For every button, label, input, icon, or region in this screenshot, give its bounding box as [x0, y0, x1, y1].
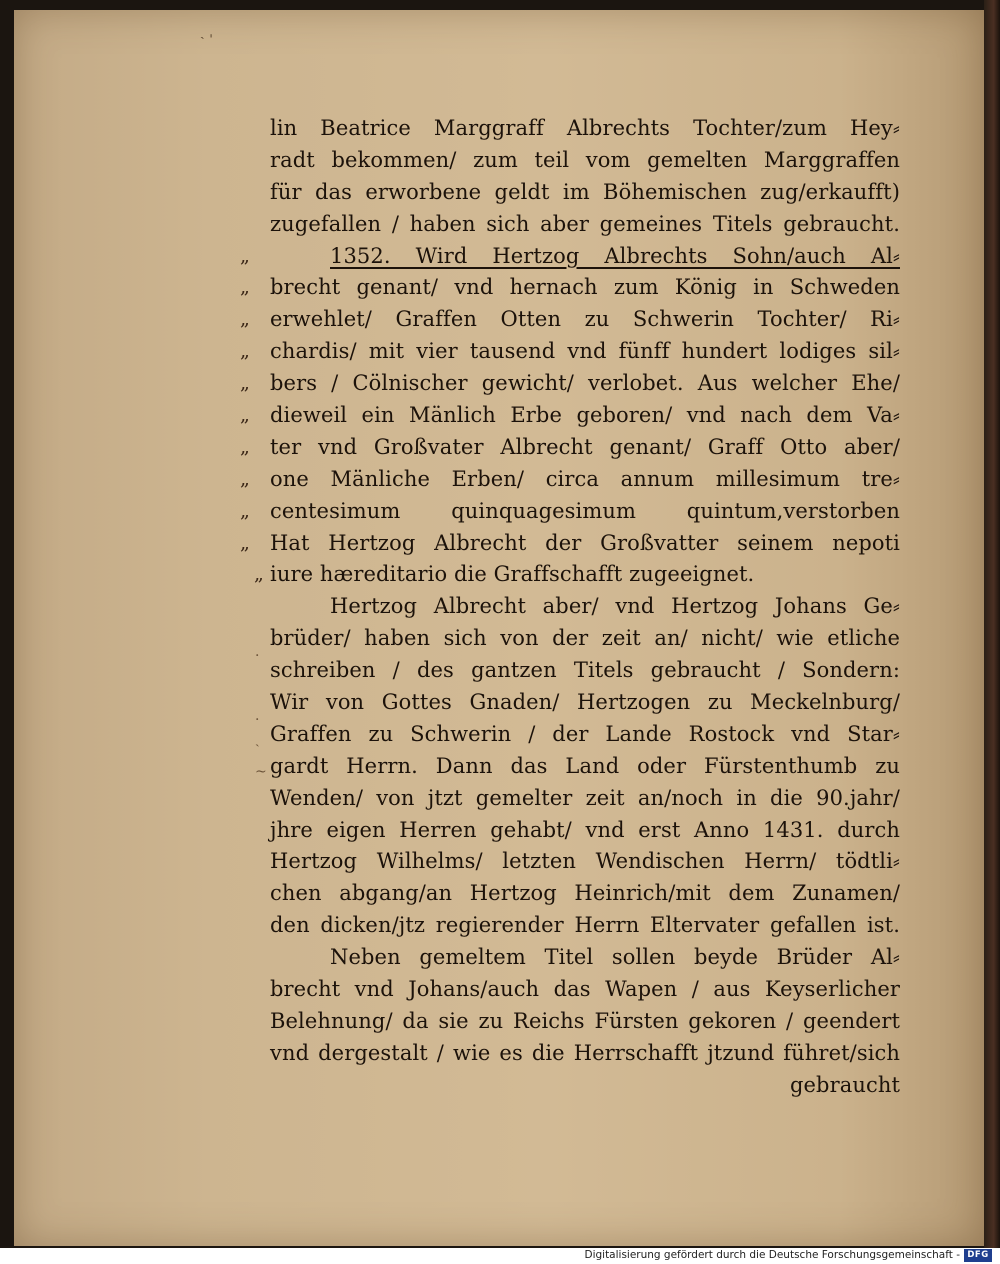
text-line: vnd dergestalt / wie es die Herrschafft jtzund führet/sich: [270, 1040, 900, 1065]
text-line: zugefallen / haben sich aber gemeines Titels gebraucht.: [270, 211, 900, 236]
quote-mark: „: [240, 308, 250, 331]
text-line: Graffen zu Schwerin / der Lande Rostock vnd Star⸗: [270, 721, 900, 746]
text-line: gardt Herrn. Dann das Land oder Fürstenthumb zu: [270, 753, 900, 778]
text-line: schreiben / des gantzen Titels gebraucht / Sondern:: [270, 658, 900, 683]
text-line: „ one Mänliche Erben/ circa annum millesimum tre⸗: [270, 464, 900, 496]
page-edge: [984, 0, 1000, 1248]
text-line: den dicken/jtz regierender Herrn Eltervater gefallen ist.: [270, 913, 900, 938]
catchword: gebraucht: [789, 1072, 900, 1097]
text-line: brüder/ haben sich von der zeit an/ nicht/ wie etliche: [270, 626, 900, 651]
quote-mark: „: [240, 340, 250, 363]
quote-mark: „: [254, 563, 264, 586]
text-line: chen abgang/an Hertzog Heinrich/mit dem Zunamen/: [270, 881, 900, 906]
text-block: [240, 113, 900, 1102]
text-line: „ iure hæreditario die Graffschafft zugeeignet.: [270, 559, 900, 591]
text-line: „ bers / Cölnischer gewicht/ verlobet. Aus welcher Ehe/: [270, 368, 900, 400]
text-line: „ erwehlet/ Graffen Otten zu Schwerin Tochter/ Ri⸗: [270, 304, 900, 336]
quote-mark: „: [240, 467, 250, 490]
text-line: radt bekommen/ zum teil vom gemelten Marggraffen: [270, 147, 900, 172]
text-line: lin Beatrice Marggraff Albrechts Tochter/zum Hey⸗: [270, 116, 900, 140]
text-line: „ brecht genant/ vnd hernach zum König in Schweden: [270, 272, 900, 304]
margin-speck: ˴: [255, 736, 260, 752]
quote-mark: „: [240, 435, 250, 458]
text-line: brecht vnd Johans/auch das Wapen / aus Keyserlicher: [270, 977, 900, 1002]
text-line: Hertzog Albrecht aber/ vnd Hertzog Johans Ge⸗: [330, 594, 900, 619]
text-line: Wenden/ von jtzt gemelter zeit an/noch in die 90.jahr/: [270, 785, 900, 810]
text-line: „ 1352. Wird Hertzog Albrechts Sohn/auch Al⸗: [270, 241, 900, 273]
text-line: Wir von Gottes Gnaden/ Hertzogen zu Meckelnburg/: [270, 690, 900, 715]
quote-mark: „: [240, 372, 250, 395]
text-line: Belehnung/ da sie zu Reichs Fürsten gekoren / geendert: [270, 1008, 900, 1033]
margin-speck: ~: [255, 764, 267, 780]
text-line: „ Hat Hertzog Albrecht der Großvatter seinem nepoti: [270, 528, 900, 560]
quote-mark: „: [240, 499, 250, 522]
funding-credit: Digitalisierung gefördert durch die Deutsche Forschungsgemeinschaft -: [584, 1249, 960, 1261]
quote-mark: „: [240, 244, 250, 267]
text-line: „ dieweil ein Mänlich Erbe geboren/ vnd nach dem Va⸗: [270, 400, 900, 432]
dfg-logo-icon: DFG: [964, 1249, 992, 1262]
text-line: Neben gemeltem Titel sollen beyde Brüder Al⸗: [330, 945, 900, 970]
margin-speck: ·: [255, 648, 260, 664]
text-line: „ chardis/ mit vier tausend vnd fünff hundert lodiges sil⸗: [270, 336, 900, 368]
text-line: Hertzog Wilhelms/ letzten Wendischen Herrn/ tödtli⸗: [270, 849, 900, 874]
quote-mark: „: [240, 531, 250, 554]
quote-mark: „: [240, 404, 250, 427]
text-line: „ centesimum quinquagesimum quintum,verstorben: [270, 496, 900, 528]
paper-speck: ˎ ˌ: [200, 24, 213, 40]
text-line: für das erworbene geldt im Böhemischen zug/erkaufft): [270, 179, 900, 204]
quote-mark: „: [240, 276, 250, 299]
footer-bar: [0, 1248, 1000, 1264]
text-line: jhre eigen Herren gehabt/ vnd erst Anno 1431. durch: [270, 817, 900, 842]
text-line: „ ter vnd Großvater Albrecht genant/ Graff Otto aber/: [270, 432, 900, 464]
margin-speck: ·: [255, 712, 260, 728]
